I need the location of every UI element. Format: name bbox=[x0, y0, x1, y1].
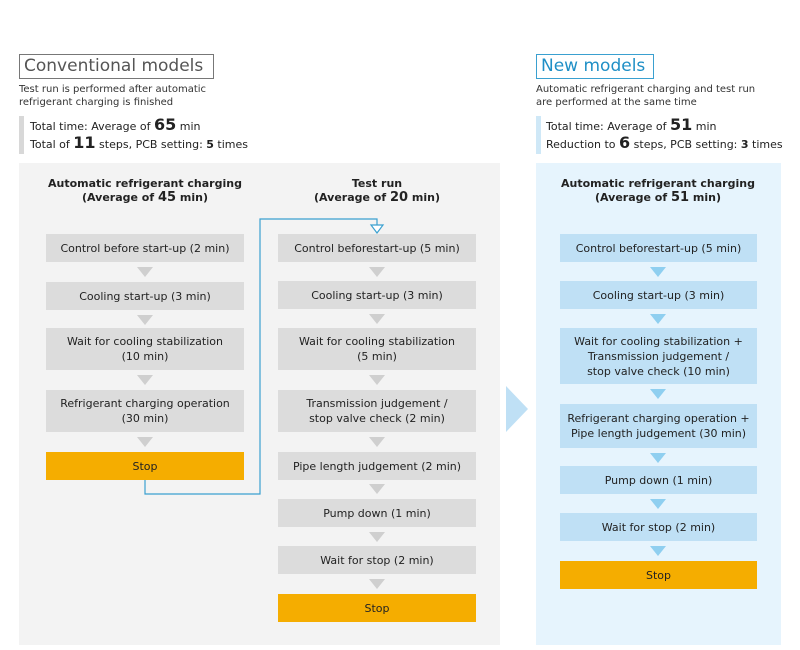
col2-step-5: Pipe length judgement (2 min) bbox=[278, 452, 476, 480]
col2-step-3: Wait for cooling stabilization (5 min) bbox=[278, 328, 476, 370]
col2-step-7: Wait for stop (2 min) bbox=[278, 546, 476, 574]
down-arrow-icon bbox=[137, 315, 153, 325]
new-models-description bbox=[536, 83, 796, 109]
col2-stop: Stop bbox=[278, 594, 476, 622]
col2-step-4: Transmission judgement / stop valve check (2 min) bbox=[278, 390, 476, 432]
conventional-models-header: Conventional models bbox=[19, 54, 214, 79]
col2-step-6: Pump down (1 min) bbox=[278, 499, 476, 527]
col3-step-5: Pump down (1 min) bbox=[560, 466, 757, 494]
col2-title: Test run (Average of 20 min) bbox=[314, 177, 440, 205]
down-arrow-icon bbox=[369, 484, 385, 494]
conventional-desc-line2: refrigerant charging is finished bbox=[19, 97, 174, 108]
col1-step-2: Cooling start-up (3 min) bbox=[46, 282, 244, 310]
new-desc-line2: are performed at the same time bbox=[536, 97, 697, 108]
down-arrow-icon bbox=[369, 437, 385, 447]
down-arrow-icon bbox=[650, 389, 666, 399]
conventional-summary-bar bbox=[19, 116, 24, 154]
col2-step-1: Control beforestart-up (5 min) bbox=[278, 234, 476, 262]
down-arrow-icon bbox=[650, 546, 666, 556]
col1-step-3: Wait for cooling stabilization (10 min) bbox=[46, 328, 244, 370]
down-arrow-icon bbox=[369, 532, 385, 542]
conventional-total-time: Total time: Average of 65 min bbox=[30, 115, 201, 134]
transition-arrow-icon bbox=[506, 386, 530, 432]
new-summary bbox=[546, 117, 783, 153]
conventional-summary bbox=[30, 117, 248, 153]
col3-step-3: Wait for cooling stabilization + Transmission judgement / stop valve check (10 min) bbox=[560, 328, 757, 384]
col1-step-1: Control before start-up (2 min) bbox=[46, 234, 244, 262]
conventional-steps: Total of 11 steps, PCB setting: 5 times bbox=[30, 133, 249, 152]
down-arrow-icon bbox=[137, 375, 153, 385]
down-arrow-icon bbox=[650, 314, 666, 324]
down-arrow-icon bbox=[369, 314, 385, 324]
conventional-description bbox=[19, 83, 279, 109]
new-summary-bar bbox=[536, 116, 541, 154]
new-total-time: Total time: Average of 51 min bbox=[546, 115, 717, 134]
col3-step-1: Control beforestart-up (5 min) bbox=[560, 234, 757, 262]
new-steps: Reduction to 6 steps, PCB setting: 3 times bbox=[546, 133, 783, 152]
col3-step-6: Wait for stop (2 min) bbox=[560, 513, 757, 541]
col1-stop: Stop bbox=[46, 452, 244, 480]
down-arrow-icon bbox=[369, 267, 385, 277]
down-arrow-icon bbox=[650, 453, 666, 463]
col3-step-4: Refrigerant charging operation + Pipe length judgement (30 min) bbox=[560, 404, 757, 448]
col1-title: Automatic refrigerant charging (Average of 45 min) bbox=[48, 177, 242, 205]
col3-stop: Stop bbox=[560, 561, 757, 589]
new-desc-line1: Automatic refrigerant charging and test run bbox=[536, 84, 756, 95]
down-arrow-icon bbox=[369, 579, 385, 589]
col3-title: Automatic refrigerant charging (Average of 51 min) bbox=[561, 177, 755, 205]
new-models-header: New models bbox=[536, 54, 654, 79]
down-arrow-icon bbox=[650, 499, 666, 509]
col1-step-4: Refrigerant charging operation (30 min) bbox=[46, 390, 244, 432]
down-arrow-icon bbox=[137, 267, 153, 277]
down-arrow-icon bbox=[369, 375, 385, 385]
down-arrow-icon bbox=[137, 437, 153, 447]
col2-step-2: Cooling start-up (3 min) bbox=[278, 281, 476, 309]
col3-step-2: Cooling start-up (3 min) bbox=[560, 281, 757, 309]
conventional-desc-line1: Test run is performed after automatic bbox=[19, 84, 207, 95]
down-arrow-icon bbox=[650, 267, 666, 277]
